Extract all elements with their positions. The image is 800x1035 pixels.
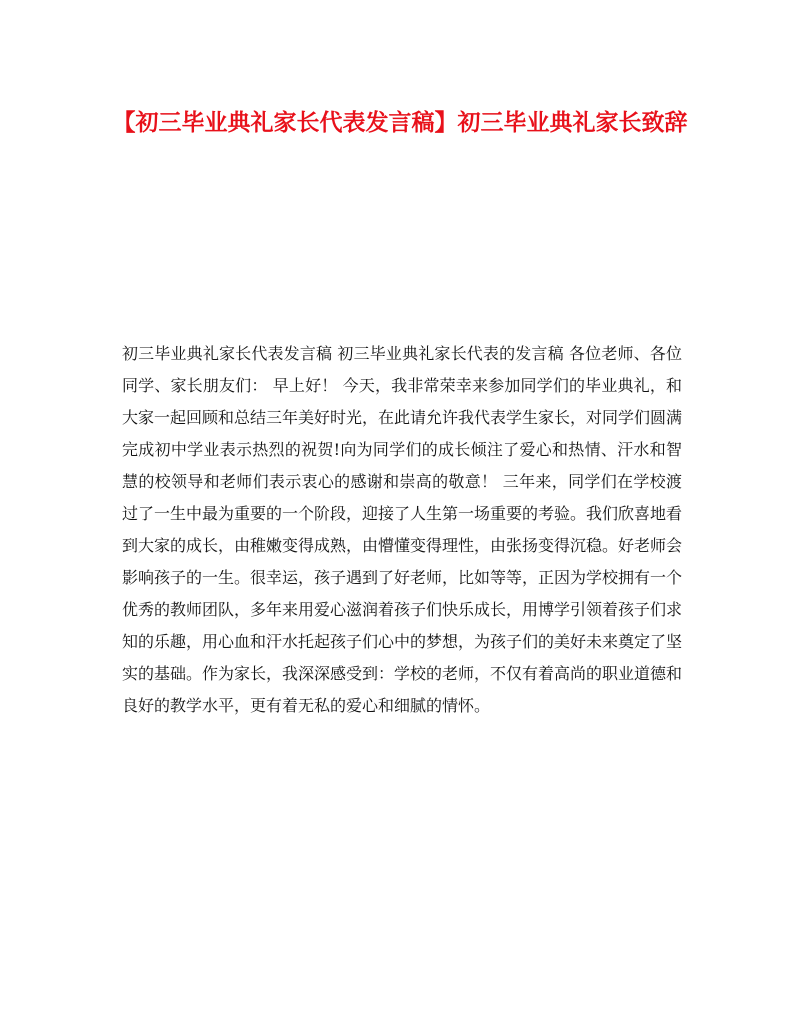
document-title: 【初三毕业典礼家长代表发言稿】初三毕业典礼家长致辞 bbox=[112, 109, 688, 136]
document-body: 初三毕业典礼家长代表发言稿 初三毕业典礼家长代表的发言稿 各位老师、各位同学、家长朋友们： 早上好！ 今天，我非常荣幸来参加同学们的毕业典礼，和大家一起回顾和总结三年美好时光，在此请允许我代表学生家长，对同学们圆满完成初中学业表示热烈的祝贺!向为同学们的成长倾注了爱心和热情、汗水和智慧的校领导和老师们表示衷心的感谢和崇高的敬意！ 三年来，同学们在学校渡过了一生中最为重要的一个阶段，迎接了人生第一场重要的考验。我们欣喜地看到大家的成长，由稚嫩变得成熟，由懵懂变得理性，由张扬变得沉稳。好老师会影响孩子的一生。很幸运，孩子遇到了好老师，比如等等，正因为学校拥有一个优秀的教师团队，多年来用爱心滋润着孩子们快乐成长，用博学引领着孩子们求知的乐趣，用心血和汗水托起孩子们心中的梦想，为孩子们的美好未来奠定了坚实的基础。作为家长，我深深感受到：学校的老师，不仅有着高尚的职业道德和良好的教学水平，更有着无私的爱心和细腻的情怀。 bbox=[122, 344, 683, 715]
